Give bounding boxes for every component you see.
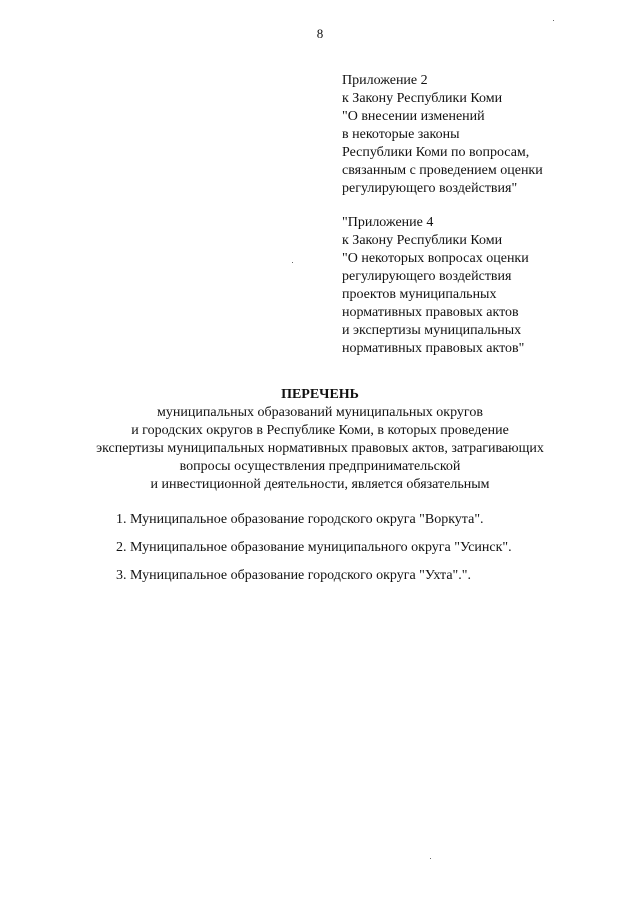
appendix-4-line: "О некоторых вопросах оценки xyxy=(342,251,529,266)
heading-line: муниципальных образований муниципальных округов xyxy=(157,405,483,420)
appendix-2-line: регулирующего воздействия" xyxy=(342,181,518,196)
heading-line: экспертизы муниципальных нормативных правовых актов, затрагивающих xyxy=(96,441,544,456)
heading-line: вопросы осуществления предпринимательской xyxy=(179,459,461,474)
scan-speck xyxy=(292,262,293,263)
heading-line: и городских округов в Республике Коми, в которых проведение xyxy=(131,423,509,438)
appendix-2-line: "О внесении изменений xyxy=(342,109,485,124)
appendix-2-header xyxy=(342,72,632,198)
scan-speck xyxy=(553,20,554,21)
list-item: 2. Муниципальное образование муниципального округа "Усинск". xyxy=(116,540,512,555)
appendix-2-line: связанным с проведением оценки xyxy=(342,163,543,178)
scan-speck xyxy=(430,858,431,859)
list-item: 1. Муниципальное образование городского округа "Воркута". xyxy=(116,512,484,527)
appendix-2-line: в некоторые законы xyxy=(342,127,460,142)
appendix-4-line: нормативных правовых актов xyxy=(342,305,519,320)
list-item: 3. Муниципальное образование городского округа "Ухта".". xyxy=(116,568,471,583)
list-heading xyxy=(0,386,640,494)
appendix-4-line: нормативных правовых актов" xyxy=(342,341,525,356)
heading-title: ПЕРЕЧЕНЬ xyxy=(281,387,359,402)
appendix-4-header xyxy=(342,214,632,358)
appendix-2-line: к Закону Республики Коми xyxy=(342,91,503,106)
appendix-4-line: проектов муниципальных xyxy=(342,287,497,302)
appendix-4-line: регулирующего воздействия xyxy=(342,269,512,284)
heading-line: и инвестиционной деятельности, является обязательным xyxy=(150,477,490,492)
appendix-4-line: "Приложение 4 xyxy=(342,215,434,230)
appendix-4-line: и экспертизы муниципальных xyxy=(342,323,522,338)
municipality-list xyxy=(116,511,616,595)
appendix-2-line: Республики Коми по вопросам, xyxy=(342,145,530,160)
appendix-2-line: Приложение 2 xyxy=(342,73,428,88)
appendix-4-line: к Закону Республики Коми xyxy=(342,233,503,248)
page-number: 8 xyxy=(316,26,324,41)
